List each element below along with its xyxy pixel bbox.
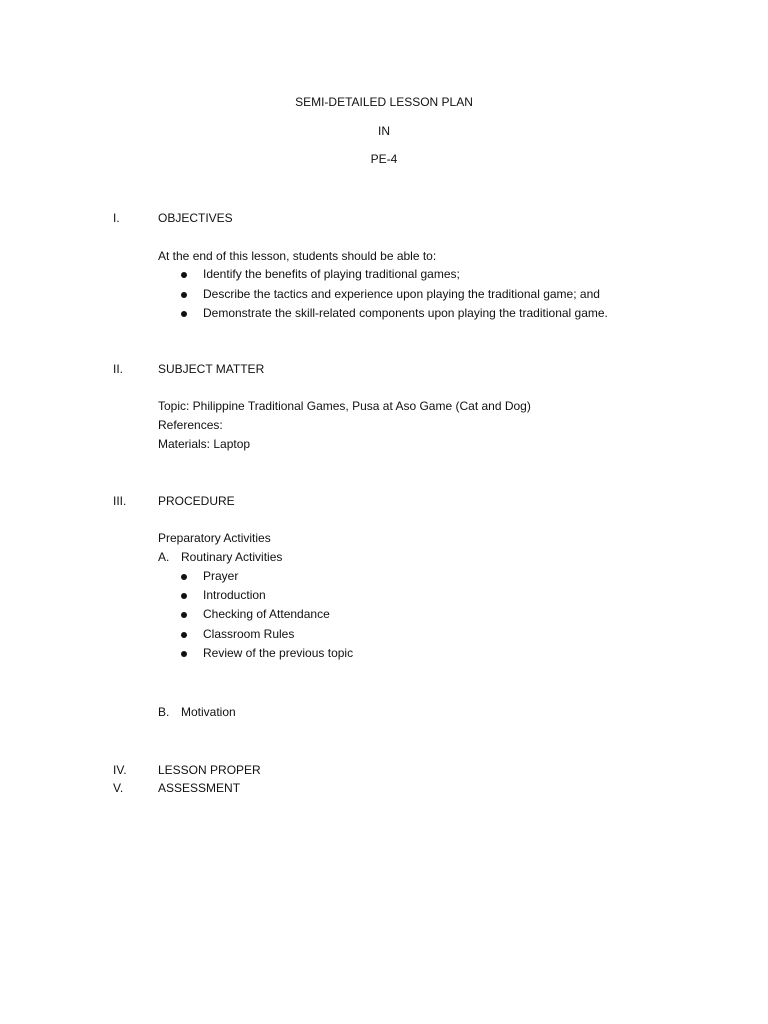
section-numeral-subject-matter: II. xyxy=(113,362,124,376)
objective-item: Identify the benefits of playing traditional games; xyxy=(203,267,460,281)
subject-topic: Topic: Philippine Traditional Games, Pusa at Aso Game (Cat and Dog) xyxy=(158,399,531,413)
objectives-intro: At the end of this lesson, students should be able to: xyxy=(158,249,437,263)
title-line-1: SEMI-DETAILED LESSON PLAN xyxy=(295,95,473,109)
procedure-b-label: B. xyxy=(158,705,170,719)
procedure-a-label: A. xyxy=(158,550,170,564)
routinary-item: Review of the previous topic xyxy=(203,646,354,660)
section-heading-assessment: ASSESSMENT xyxy=(158,781,241,795)
section-numeral-procedure: III. xyxy=(113,494,127,508)
section-numeral-assessment: V. xyxy=(113,781,124,795)
procedure-preparatory: Preparatory Activities xyxy=(158,531,271,545)
bullet-icon xyxy=(181,651,187,657)
section-heading-subject-matter: SUBJECT MATTER xyxy=(158,362,265,376)
section-numeral-objectives: I. xyxy=(113,211,120,225)
title-line-3: PE-4 xyxy=(370,152,398,166)
routinary-item: Prayer xyxy=(203,569,239,583)
routinary-item: Classroom Rules xyxy=(203,627,295,641)
section-numeral-lesson-proper: IV. xyxy=(113,763,127,777)
title-line-2: IN xyxy=(378,124,390,138)
bullet-icon xyxy=(181,272,187,278)
objective-item: Describe the tactics and experience upon playing the traditional game; and xyxy=(203,287,600,301)
procedure-a-text: Routinary Activities xyxy=(181,550,283,564)
bullet-icon xyxy=(181,574,187,580)
subject-materials: Materials: Laptop xyxy=(158,437,251,451)
section-heading-procedure: PROCEDURE xyxy=(158,494,235,508)
bullet-icon xyxy=(181,292,187,298)
routinary-item: Introduction xyxy=(203,588,266,602)
objective-item: Demonstrate the skill-related components upon playing the traditional game. xyxy=(203,306,608,320)
bullet-icon xyxy=(181,632,187,638)
subject-references: References: xyxy=(158,418,223,432)
routinary-item: Checking of Attendance xyxy=(203,607,330,621)
bullet-icon xyxy=(181,311,187,317)
bullet-icon xyxy=(181,612,187,618)
section-heading-objectives: OBJECTIVES xyxy=(158,211,233,225)
bullet-icon xyxy=(181,593,187,599)
procedure-b-text: Motivation xyxy=(181,705,236,719)
section-heading-lesson-proper: LESSON PROPER xyxy=(158,763,261,777)
